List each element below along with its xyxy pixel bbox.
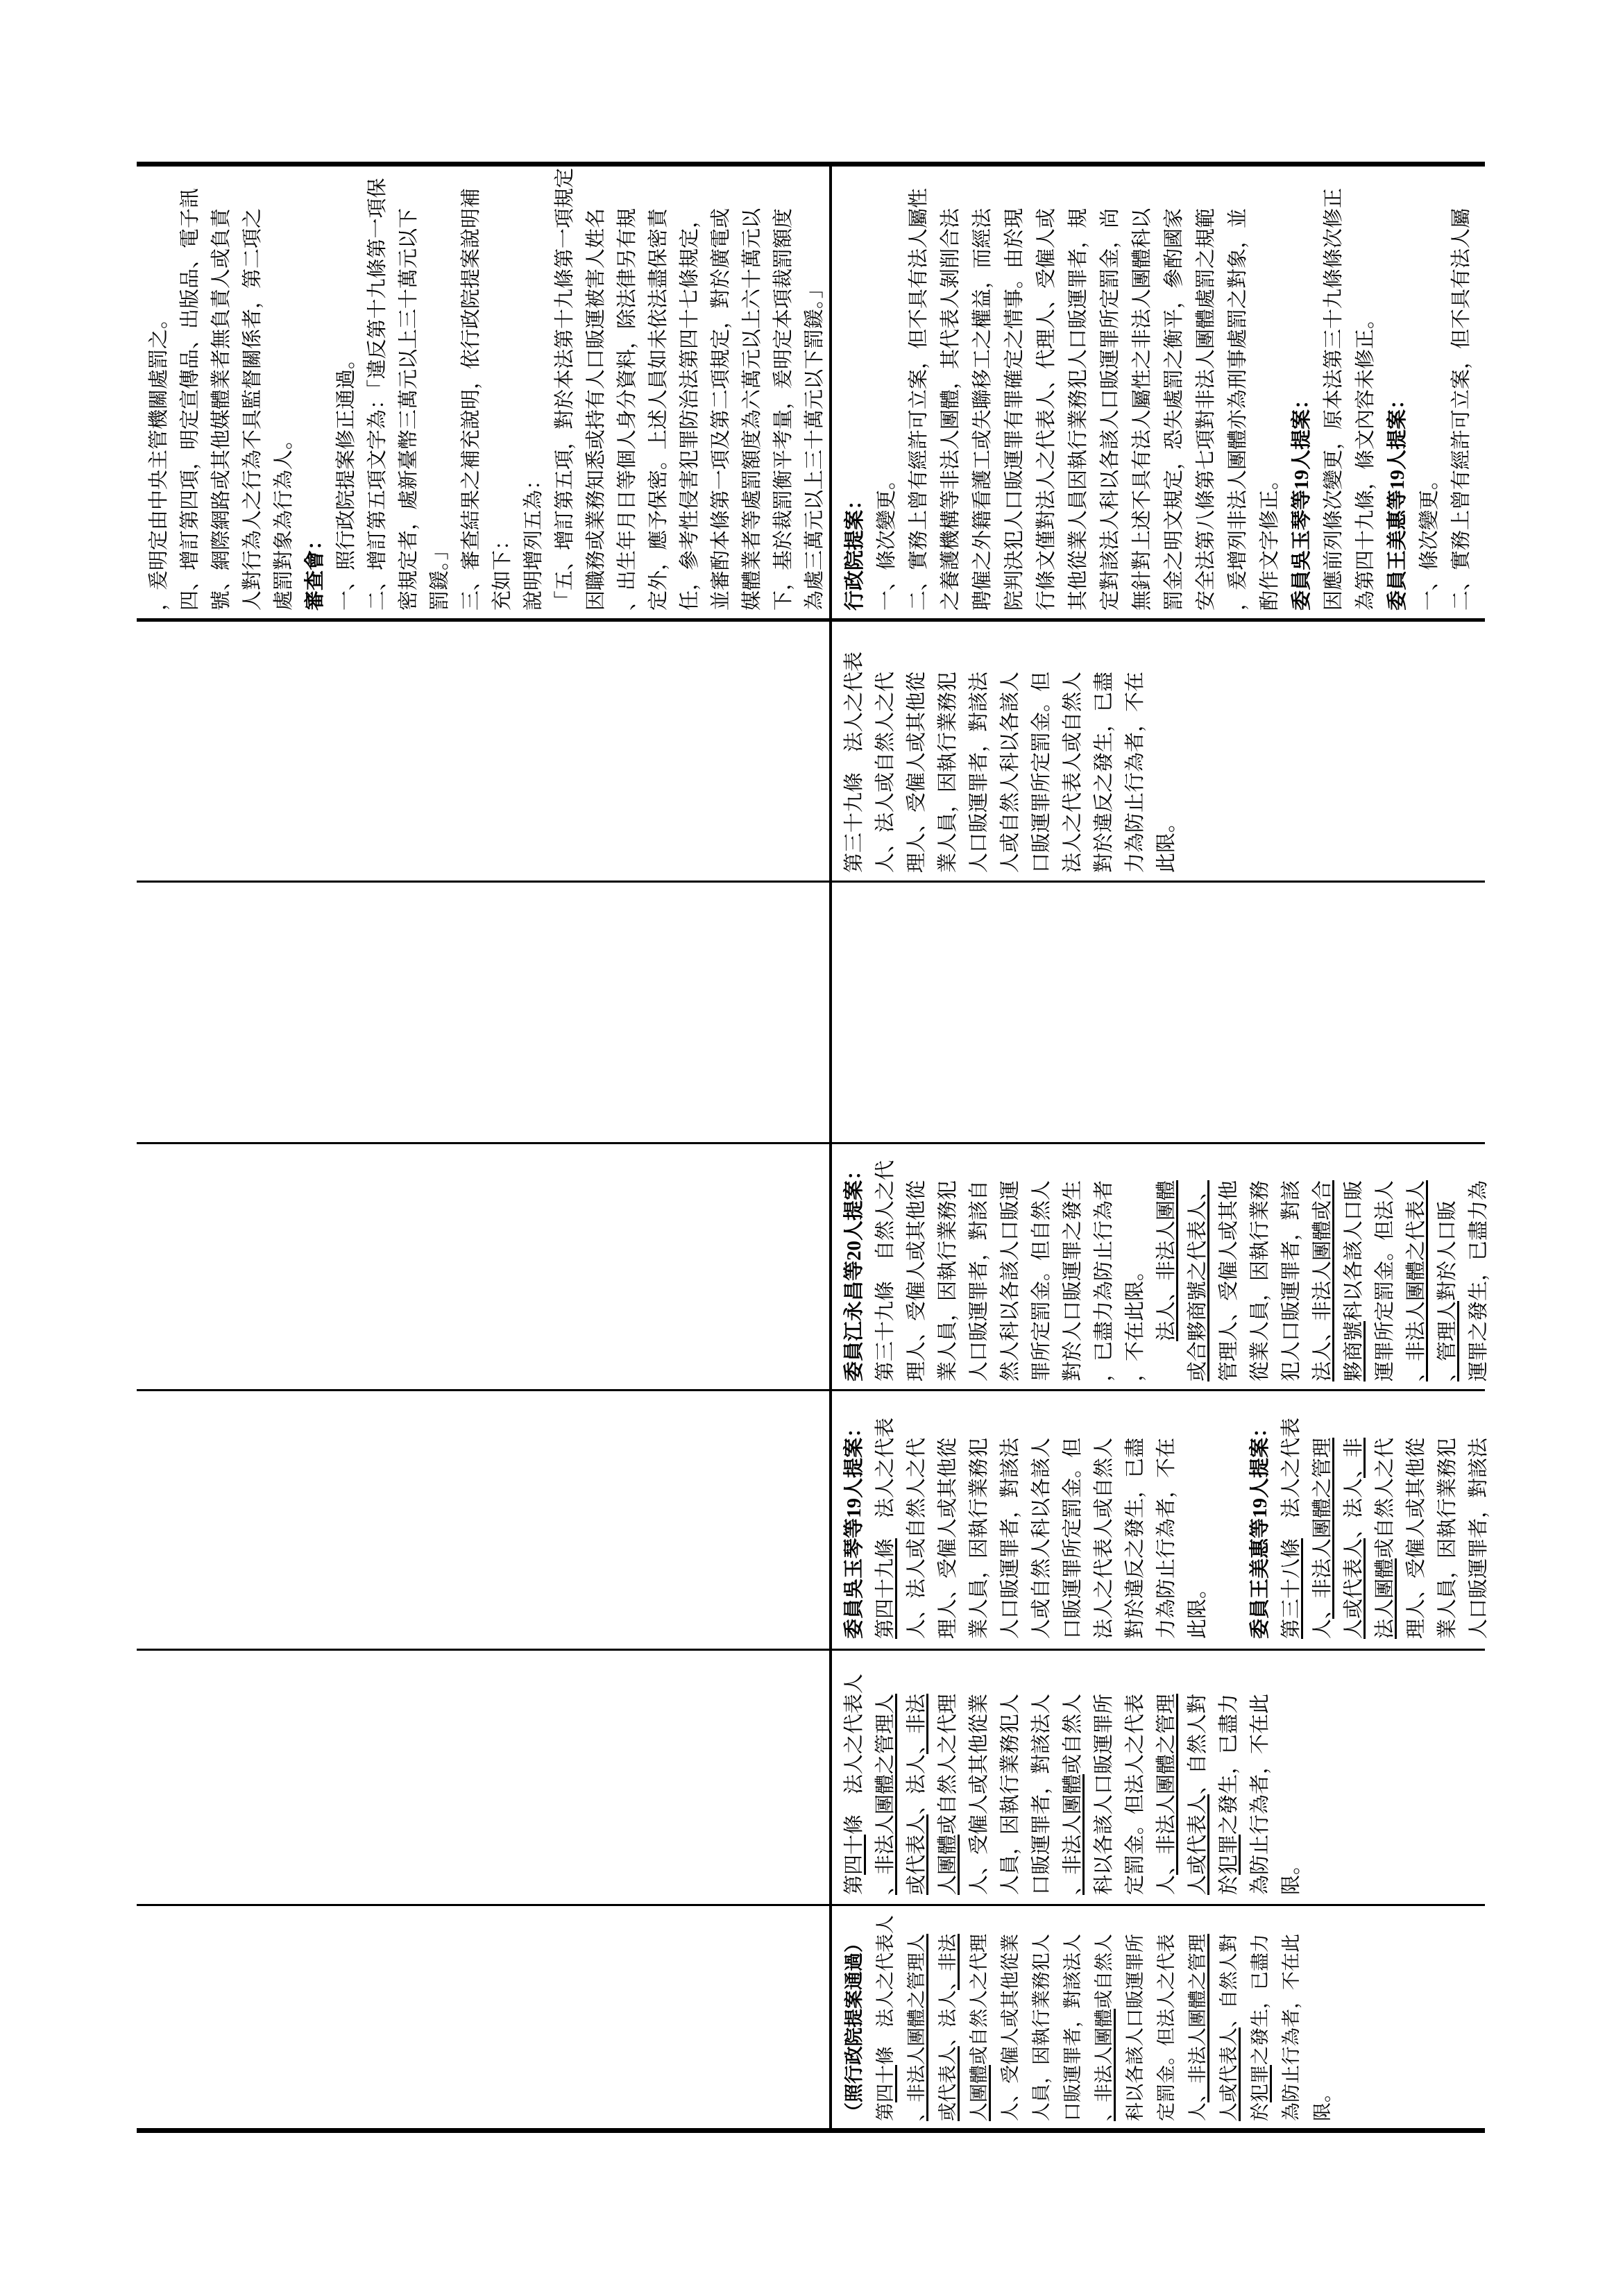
text-line [1094,167,1126,611]
law-text: 力為防止行為者，不在 [1155,1437,1178,1639]
law-text: 於 [1250,2102,1271,2121]
law-text: 四十 [875,2065,896,2102]
text-line [933,1910,964,2121]
law-text: 犯人口販運罪者，對該 [1280,1180,1302,1381]
law-text: 、出生年月日等個人身分資料，除法律另有規 [616,207,638,611]
law-text: 人員，因執行業務犯人 [1031,1934,1052,2121]
law-text: 為第四十九條，條文內容未修正。 [1354,308,1377,611]
proposal-label: 委員吳玉琴等19人提案： [1291,389,1313,611]
text-line [1222,167,1254,611]
text-line [1401,1148,1432,1381]
text-line [1151,1910,1182,2121]
text-line [1245,1910,1276,2121]
law-text: 人或代表人 [1187,1794,1209,1895]
text-line [1276,1655,1307,1895]
text-line [1214,1910,1245,2121]
text-line [964,629,995,873]
law-text: 、非法人團體 [1062,1774,1084,1895]
text-line [903,167,935,611]
law-text: 號、網際網路或其他媒體業者無負責人或負責 [210,207,232,611]
text-line [1182,1148,1214,1381]
law-text: 四、增訂第四項，明定宣傳品、出版品、電子訊 [179,187,201,611]
law-text: 理人、受僱人或其他從 [906,671,928,873]
text-line [1276,1910,1307,2121]
text-line [1026,1396,1057,1639]
law-text: 口販運罪所定罰金。但 [1062,1437,1084,1639]
law-text: 、非法人團體之管理 [1155,1693,1178,1875]
text-line [1151,629,1182,873]
text-line [1030,167,1062,611]
law-text: 法人、非法人團體或合 [1311,1180,1334,1381]
law-text: 科以各該人口販運罪所 [1093,1693,1115,1895]
law-text: 充如下： [491,529,513,611]
text-line [1089,629,1120,873]
law-text: 第 [843,1874,865,1895]
law-text: 任，參考性侵害犯罪防治法第四十七條規定， [679,207,701,611]
text-line [1182,1655,1214,1895]
text-line [1370,1148,1401,1381]
text-line [1307,1396,1339,1639]
text-line [1026,1910,1057,2121]
law-text [1155,1341,1178,1381]
text-line [901,1910,933,2121]
law-text: 、非法人團體之管理人 [874,1693,897,1895]
law-text: 、非法人團體 [1094,2009,1114,2121]
law-text: 院判決犯人口販運罪有罪確定之情事。由於現 [1003,207,1026,611]
text-line [1120,1396,1151,1639]
text-line [839,1655,870,1895]
law-text: 或代表人 [906,1814,928,1895]
table-column-rule [137,1904,1485,1906]
law-text: 罪所定罰金。但自然人 [1030,1180,1053,1381]
text-line [933,1655,964,1895]
text-line [1151,1148,1182,1381]
law-text: 二、實務上曾有經許可立案，但不具有法人屬性 [908,187,930,611]
law-text: ，不在此限。 [1124,1260,1146,1381]
text-line [706,167,737,611]
text-line [1245,1396,1276,1639]
law-text: 條 法人之代表人 [843,1673,865,1835]
law-text: 然人科以各該人口販運 [999,1180,1021,1381]
text-line [518,167,550,611]
text-line [995,1910,1026,2121]
text-line [964,1396,995,1639]
law-text: 口販運罪者，對該法人 [1062,1934,1083,2121]
text-line [456,167,487,611]
law-text: 、自然人對 [1218,1934,1239,2027]
text-line [1276,1396,1307,1639]
text-line [870,1396,901,1639]
explanation-cell-prev-article [144,167,831,611]
text-line [1382,167,1413,611]
table-column-rule [137,162,1485,167]
law-text: 罰金之明文規定，恐失處罰之衡平，參酌國家 [1163,207,1185,611]
law-text: 口販運罪者，對該法人 [1030,1693,1053,1895]
proposal-label: 委員吳玉琴等19人提案： [843,1417,865,1639]
law-text: 、管理人 [1436,1300,1459,1381]
law-text: 二、增訂第五項文字為：「違反第十九條第一項保 [366,178,389,611]
text-line [1120,629,1151,873]
law-text: 、非法人團體之管理 [1187,1934,1208,2102]
law-text: 人或代表人 [1218,2027,1239,2121]
law-text: ，爰增列非法人團體亦為刑事處罰之對象，並 [1227,207,1249,611]
table-column-rule [137,2128,1485,2133]
law-text: 酌作文字修正。 [1259,469,1281,611]
law-text: 對於違反之發生，已盡 [1124,1437,1146,1639]
review-committee-cell [839,1910,1339,2121]
text-line [1339,1148,1370,1381]
law-text: 或自然人之代理 [969,1934,989,2065]
law-text: 限。 [1312,2084,1333,2121]
law-text: 為防止行為者，不在此 [1249,1693,1271,1895]
law-text: 四十 [843,1834,865,1875]
law-text: ，爰明定由中央主管機關處罰之。 [148,308,170,611]
law-text: 為處三萬元以上三十萬元以下罰鍰。」 [804,278,826,611]
law-text: 人口販運罪者，對該自 [968,1180,990,1381]
text-line [300,167,331,611]
law-text: 人團體 [969,2065,989,2121]
explanation-cell [839,167,1477,611]
text-line [933,1148,964,1381]
law-text: 第三十九條 自然人之代 [874,1159,897,1381]
table-column-rule [137,1142,1485,1144]
proposal-label: 委員王美惠等19人提案： [1386,389,1409,611]
law-text: 於 [1218,1874,1240,1895]
law-text: 定對該法人科以各該人口販運罪所定罰金，尚 [1099,207,1121,611]
text-line [933,629,964,873]
law-text: 法人之代表 [874,1417,897,1538]
text-line [1089,1396,1120,1639]
law-text: 對於人口販運罪之發生 [1062,1180,1084,1381]
law-text: 條 法人之代表人 [875,1915,896,2065]
law-text: 因職務或業務知悉或持有人口販運被害人姓名 [585,207,607,611]
law-text: 力為防止行為者，不在 [1124,671,1146,873]
law-text: 法人之代表人或自然人 [1093,1437,1115,1639]
text-line [487,167,518,611]
law-text: 一、條次變更。 [876,469,898,611]
law-text: 或合夥商號之代表人、 [1187,1180,1209,1381]
law-text: 一、照行政院提案修正通過。 [335,348,357,611]
law-text: 法人團體 [1374,1558,1396,1639]
text-line [1276,1148,1307,1381]
law-text: 人口販運罪者，對該法 [1468,1437,1490,1639]
text-line [1151,1396,1182,1639]
law-text: 並審酌本條第一項及第二項規定，對於廣電或 [710,207,732,611]
law-text: 管理人、受僱人或其他 [1218,1180,1240,1381]
table-column-rule [137,618,1485,622]
law-text: 因應前列條次變更，原本法第三十九條條次修正 [1323,187,1345,611]
law-text: 、非法人團體之代表人 [1405,1180,1427,1381]
text-line [870,1148,901,1381]
law-text: 聘僱之外籍看護工或失聯移工之權益，而經法 [971,207,994,611]
law-text: 法人之代表人或自然人 [1062,671,1084,873]
proposal-label: 委員王美惠等19人提案： [1249,1417,1271,1639]
law-text: 說明增列五為： [522,469,545,611]
law-text: 人對行為人之行為不具監督關係者，第二項之 [241,207,264,611]
law-text: 人、法人或自然人之代 [874,671,897,873]
law-text: 對於人口販 [1436,1200,1459,1301]
law-text: 無針對上述不具有法人屬性之非法人團體科以 [1131,207,1153,611]
table-column-rule [137,881,1485,883]
text-line [1026,1148,1057,1381]
law-text: 人團體 [937,1834,959,1895]
text-line [1463,1396,1495,1639]
text-line [870,629,901,873]
text-line [1089,1910,1120,2121]
law-text: 、非 [1343,1437,1365,1478]
law-text: 理人、受僱人或其他從 [906,1180,928,1381]
text-line [1245,1655,1276,1895]
text-line [1214,1655,1245,1895]
law-text: 其他從業人員因執行業務犯人口販運罪者，規 [1067,207,1089,611]
text-line [331,167,362,611]
law-text: ，已盡力為防止行為者 [1093,1180,1115,1381]
law-text: 業人員，因執行業務犯 [937,1180,959,1381]
law-text: 安全法第八條第七項對非法人團體處罰之規範 [1195,207,1217,611]
law-text: 「五、增訂第五項，對於本法第十九條第一項規定 [554,167,576,611]
text-line [933,1396,964,1639]
text-line [799,167,831,611]
law-text: 人口販運罪者，對該法 [999,1437,1021,1639]
text-line [871,167,903,611]
law-text: 人 [1187,2102,1208,2121]
law-text: 第三十九條 法人之代表 [843,651,865,873]
law-text: 人、受僱人或其他從業 [968,1693,990,1895]
text-line [269,167,300,611]
law-text: 、自然人對 [1187,1693,1209,1794]
law-text: 理人、受僱人或其他從 [937,1437,959,1639]
law-text: 科以各該人口販運罪所 [1125,1934,1146,2121]
text-line [237,167,269,611]
text-line [1120,1655,1151,1895]
text-line [935,167,967,611]
law-text: 第 [875,2102,896,2121]
law-text: 、非法人團體之管理 [1311,1437,1334,1619]
text-line [1089,1655,1120,1895]
law-text: 運罪所定罰金。但法人 [1374,1180,1396,1381]
text-line [581,167,612,611]
law-text: 、法人 [906,1753,928,1814]
text-line [1445,167,1477,611]
text-line [1026,629,1057,873]
text-line [1307,1148,1339,1381]
text-line [1126,167,1158,611]
text-line [1318,167,1350,611]
table-column-rule [137,1389,1485,1391]
text-line [206,167,237,611]
law-text: 定罰金。但法人之代表 [1156,1934,1177,2121]
law-text: 、非法 [937,1934,958,1990]
text-line [839,629,870,873]
law-text: 從業人員，因執行業務 [1249,1180,1271,1381]
law-text: 人或自然人科以各該人 [999,671,1021,873]
text-line [839,167,871,611]
law-text: 之發生，已盡力 [1250,1934,1271,2065]
text-line [1254,167,1286,611]
proposal-wu-wang-cell [839,1396,1495,1639]
proposal-label: 審查會： [304,529,326,611]
law-text: 、非法 [906,1693,928,1754]
law-text: 為防止行為者，不在此 [1281,1934,1302,2121]
text-line [901,629,933,873]
law-text: 業人員，因執行業務犯 [1436,1437,1459,1639]
law-text: 或自然人 [1094,1934,1114,2009]
law-text: 此限。 [1187,1578,1209,1639]
law-text: 法人之代表 [1280,1417,1302,1538]
text-line [901,1655,933,1895]
law-text: 對於違反之發生，已盡 [1093,671,1115,873]
text-line [964,1148,995,1381]
law-text: 下，基於裁罰衡平考量，爰明定本項裁罰額度 [772,207,794,611]
text-line [550,167,581,611]
law-text: 之養護機構等非法人團體，其代表人剝削合法 [940,207,962,611]
law-text: 法人、非法人團體 [1155,1180,1178,1341]
text-line [1057,1396,1089,1639]
law-text: 業人員，因執行業務犯 [968,1437,990,1639]
law-text: 二、實務上曾有經許可立案，但不具有法人屬 [1450,207,1472,611]
text-line [1463,1148,1495,1381]
text-line [1120,1148,1151,1381]
text-line [1432,1148,1463,1381]
law-text: 定外，應予保密。上述人員如未依法盡保密責 [647,207,670,611]
text-line [1057,1910,1089,2121]
text-line [901,1396,933,1639]
text-line [964,1910,995,2121]
text-line [1182,1910,1214,2121]
text-line [839,1148,870,1381]
text-line [1339,1396,1370,1639]
law-text: 限。 [1280,1854,1302,1895]
text-line [967,167,999,611]
law-text: 之發生，已盡力 [1218,1693,1240,1835]
text-line [1190,167,1222,611]
text-line [1214,1148,1245,1381]
law-text: 夥商號 [1343,1320,1365,1381]
law-text: 、非法人團體之管理人 [906,1934,927,2121]
text-line [1057,1655,1089,1895]
text-line [1026,1655,1057,1895]
law-text: 人口販運罪者，對該法 [968,671,990,873]
table-column-rule [137,1649,1485,1651]
text-line [1089,1148,1120,1381]
text-line [870,1655,901,1895]
law-text: 密規定者，處新臺幣三萬元以上三十萬元以下 [398,207,420,611]
law-text: 或自然人之代 [1374,1437,1396,1558]
text-line [1413,167,1445,611]
law-text: 第四十九條 [874,1538,897,1639]
law-text: 三、審查結果之補充說明，依行政院提案說明補 [460,187,482,611]
law-text: 行條文僅對法人之代表人、代理人、受僱人或 [1035,207,1057,611]
law-text: 人 [1155,1874,1178,1895]
law-text: 口販運罪所定罰金。但 [1030,671,1053,873]
proposal-jiang-cell [839,1148,1495,1381]
text-line [643,167,674,611]
text-line [1307,1910,1339,2121]
law-text: 罰鍰。」 [429,540,451,611]
text-line [393,167,425,611]
executive-proposal-cell [839,1655,1307,1895]
text-line [425,167,456,611]
proposal-label: 行政院提案： [844,489,866,611]
law-text: 或代表人 [937,2046,958,2121]
text-line [995,1655,1026,1895]
law-text: 犯罪 [1218,1834,1240,1875]
text-line [1214,1396,1245,1639]
law-text: 理人、受僱人或其他從 [1405,1437,1427,1639]
law-text: 、法人 [937,1990,958,2046]
law-text: 媒體業者等處罰額度為六萬元以上六十萬元以 [741,207,763,611]
text-line [144,167,175,611]
law-text: 犯罪 [1250,2065,1271,2102]
text-line [1432,1396,1463,1639]
law-text: 運罪之發生，已盡力為 [1468,1180,1490,1381]
law-text: 人 [1311,1618,1334,1639]
text-line [839,1396,870,1639]
law-text: 人、法人或自然人之代 [906,1437,928,1639]
law-text: 、法人 [1343,1477,1365,1538]
text-line [1182,1396,1214,1639]
law-text: 此限。 [1155,812,1178,873]
text-line [612,167,643,611]
law-text: 或自然人之代理 [937,1693,959,1835]
text-line [839,1910,870,2121]
current-law-cell [839,629,1182,873]
text-line [1286,167,1318,611]
text-line [1057,629,1089,873]
text-line [995,1396,1026,1639]
text-line [674,167,706,611]
text-line [1350,167,1382,611]
text-line [1370,1396,1401,1639]
law-text: 人員，因執行業務犯人 [999,1693,1021,1895]
text-line [1151,1655,1182,1895]
text-line [901,1148,933,1381]
law-text: 定罰金。但法人之代表 [1124,1693,1146,1895]
law-text: 或自然人 [1062,1693,1084,1774]
law-text: 一、條次變更。 [1418,469,1441,611]
text-line [999,167,1030,611]
text-line [1057,1148,1089,1381]
text-line [362,167,393,611]
text-line [1401,1396,1432,1639]
text-line [964,1655,995,1895]
law-text: 科以各該人口販 [1343,1180,1365,1321]
proposal-label: （照行政院提案通過） [844,1934,865,2121]
text-line [175,167,206,611]
law-text: 人或代表人 [1343,1538,1365,1639]
text-line [870,1910,901,2121]
proposal-label: 委員江永昌等20人提案： [843,1159,865,1381]
text-line [995,629,1026,873]
text-line [995,1148,1026,1381]
law-text: 人或自然人科以各該人 [1030,1437,1053,1639]
law-text: 人、受僱人或其他從業 [1000,1934,1021,2121]
text-line [737,167,768,611]
text-line [768,167,799,611]
text-line [1158,167,1190,611]
law-text: 第三十八條 [1280,1538,1302,1639]
text-line [1245,1148,1276,1381]
text-line [1062,167,1094,611]
law-text: 業人員，因執行業務犯 [937,671,959,873]
text-line [1120,1910,1151,2121]
law-text: 處罰對象為行為人。 [273,429,295,611]
